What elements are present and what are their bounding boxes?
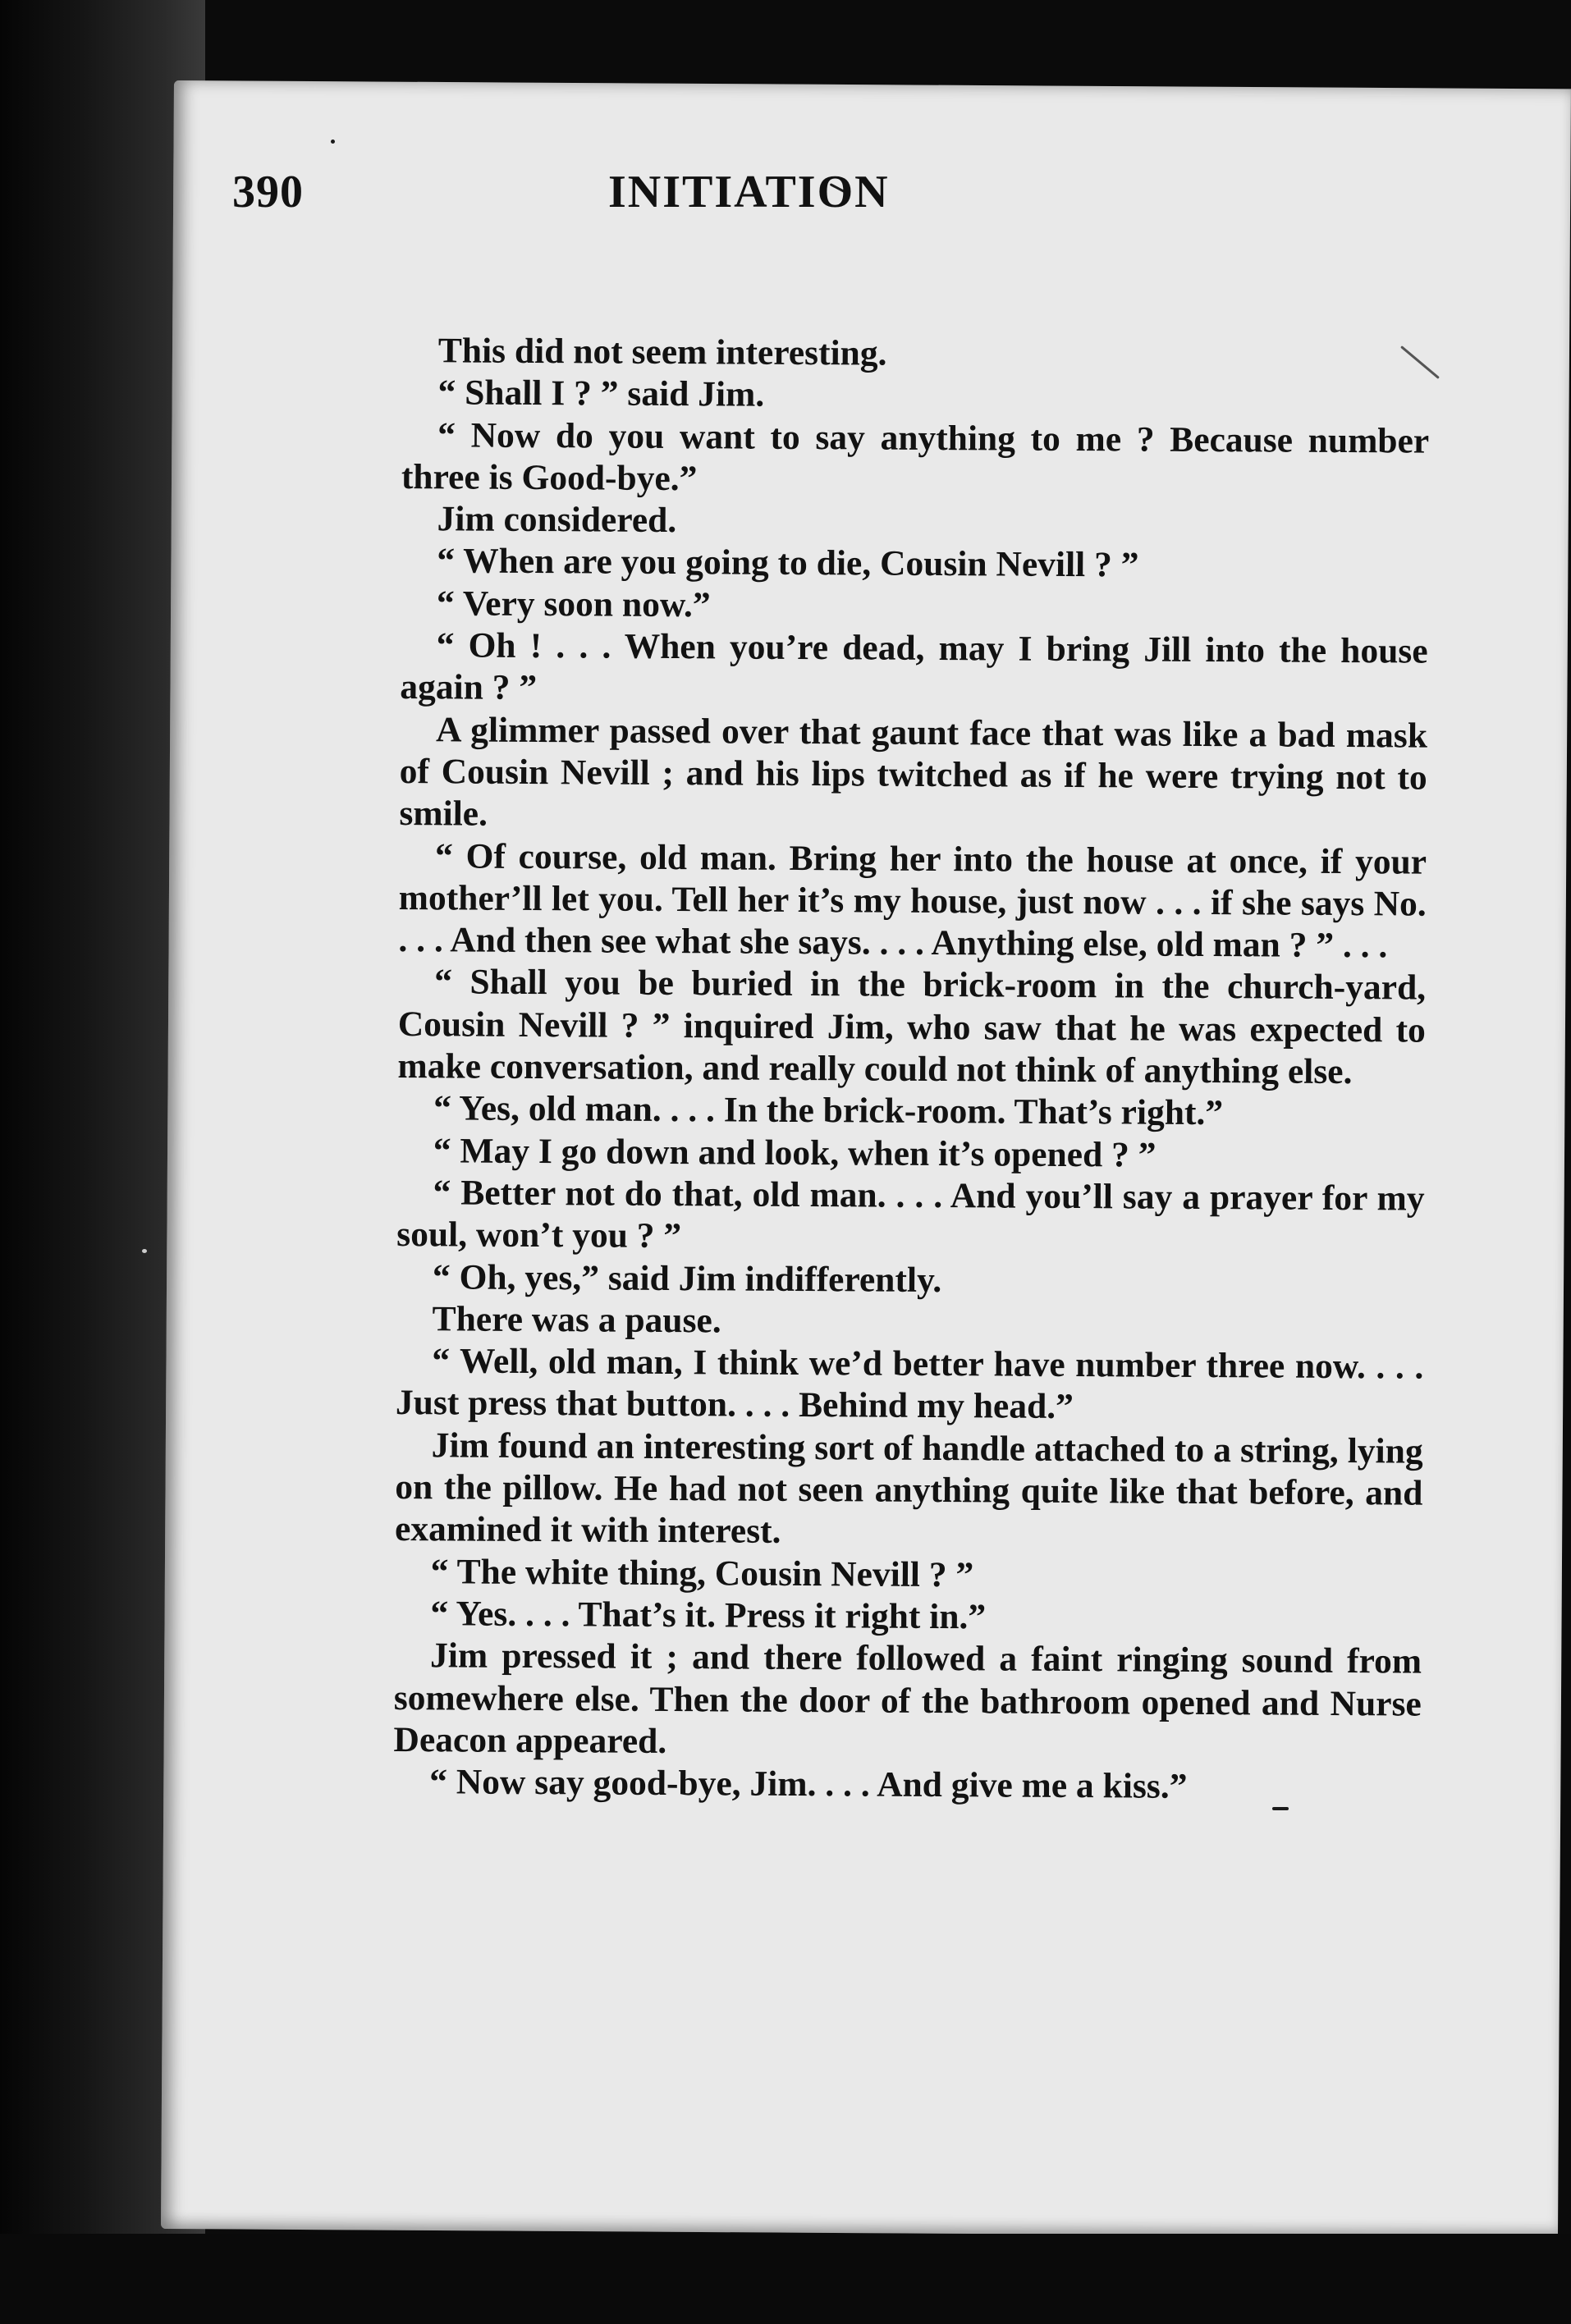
paragraph: “ Of course, old man. Bring her into the house at once, if your mother’ll let you. Tell her it’s my house, just now . . . if she says No. . . . And then see what she says. . . . Anything else, old man ? ” . . . <box>398 835 1427 966</box>
paragraph: This did not seem interesting. <box>437 331 887 373</box>
paragraph: “ Shall you be buried in the brick-room in the church-yard, Cousin Nevill ? ” inquired Jim, who saw that he was expected to make conversation, and really could not think of anything else. <box>397 962 1427 1092</box>
paragraph: “ Now do you want to say anything to me ? Because number three is Good-bye.” <box>401 414 1430 499</box>
paragraph: “ When are you going to die, Cousin Nevill ? ” <box>437 541 1139 585</box>
running-head <box>232 166 1168 231</box>
paragraph: Jim pressed it ; and there followed a faint ringing sound from somewhere else. Then the door of the bathroom opened and Nurse Deacon appeared. <box>393 1635 1422 1761</box>
paragraph: A glimmer passed over that gaunt face that was like a bad mask of Cousin Nevill ; and his lips twitched as if he were trying not to smile. <box>399 709 1428 834</box>
paragraph: “ Better not do that, old man. . . . And you’ll say a prayer for my soul, won’t you ? ” <box>396 1173 1425 1256</box>
page-number: 390 <box>232 167 304 217</box>
body-text <box>393 330 1430 1809</box>
paragraph: “ Now say good-bye, Jim. . . . And give me a kiss.” <box>429 1762 1188 1806</box>
paragraph: “ Yes. . . . That’s it. Press it right in.” <box>430 1594 987 1637</box>
dust-speck <box>331 140 335 144</box>
paragraph: There was a pause. <box>432 1299 721 1341</box>
dust-speck <box>142 1249 147 1253</box>
paragraph: “ Shall I ? ” said Jim. <box>437 373 765 414</box>
paragraph: “ Yes, old man. . . . In the brick-room. That’s right.” <box>433 1088 1224 1133</box>
scan-bottom-border <box>0 2234 1571 2324</box>
paragraph: “ Oh, yes,” said Jim indifferently. <box>432 1256 942 1300</box>
paragraph: “ Oh ! . . . When you’re dead, may I bring Jill into the house again ? ” <box>400 625 1428 708</box>
paragraph: Jim considered. <box>437 499 677 541</box>
chapter-title: INITIATION <box>608 167 890 217</box>
paragraph: “ The white thing, Cousin Nevill ? ” <box>430 1551 974 1594</box>
paragraph: “ Well, old man, I think we’d better have number three now. . . . Just press that button. . . . Behind my head.” <box>395 1341 1424 1427</box>
paragraph: “ May I go down and look, when it’s opened ? ” <box>433 1130 1156 1175</box>
paragraph: “ Very soon now.” <box>436 583 711 625</box>
paragraph: Jim found an interesting sort of handle attached to a string, lying on the pillow. He had not seen anything quite like that before, and examined it with interest. <box>394 1425 1423 1552</box>
